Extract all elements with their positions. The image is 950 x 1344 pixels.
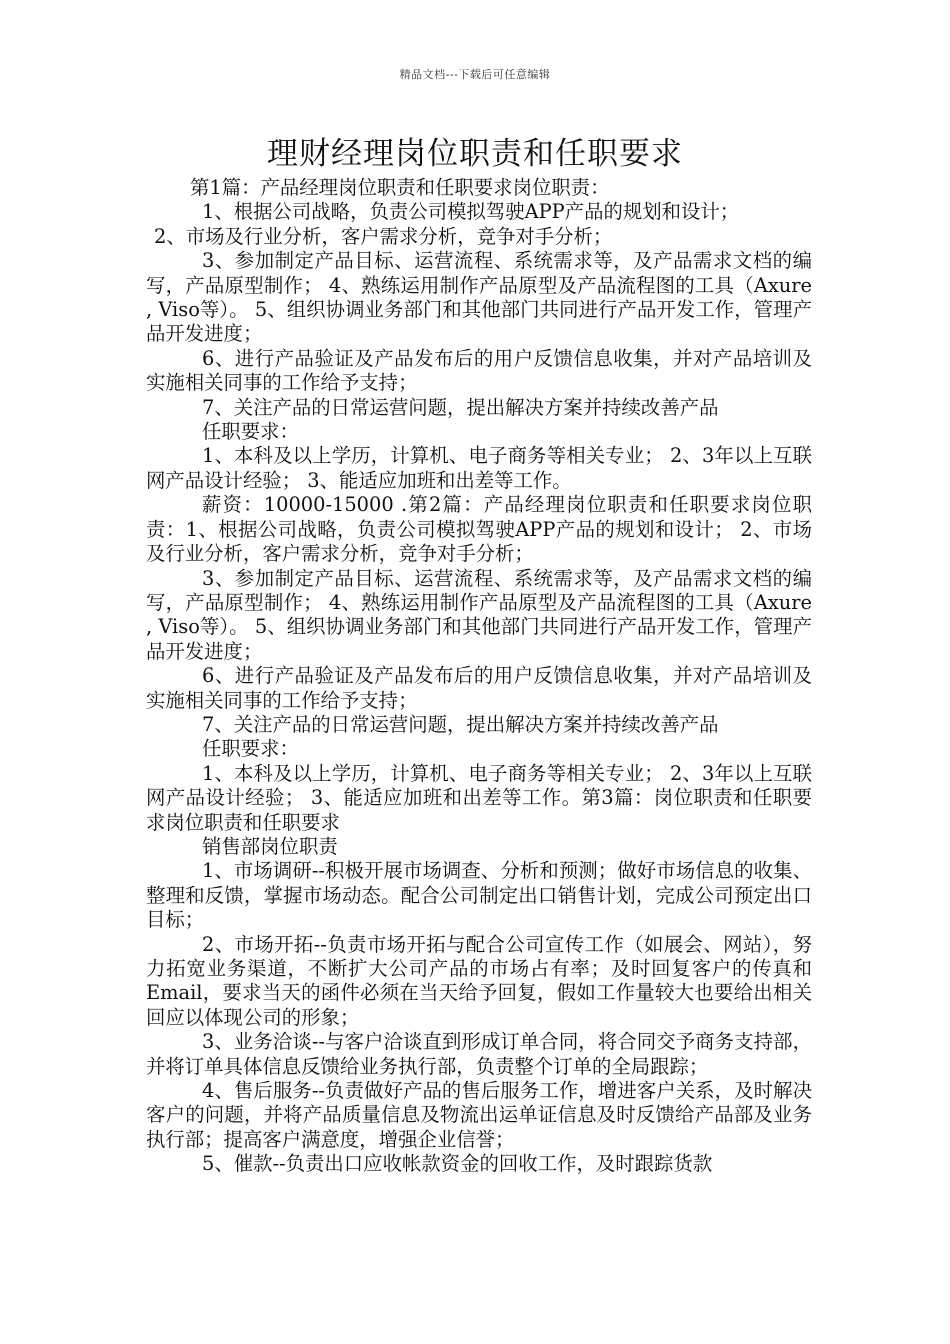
paragraph: 任职要求：: [202, 420, 299, 444]
paragraph: 7、关注产品的日常运营问题，提出解决方案并持续改善产品: [202, 395, 719, 419]
paragraph: 任职要求：: [202, 737, 299, 761]
paragraph: 3、参加制定产品目标、运营流程、系统需求等，及产品需求文档的编写，产品原型制作； 4、熟练运用制作产品原型及产品流程图的工具（Axure , Viso等）。 5、组织协调业务部门和其他部门共同进行产品开发工作，管理产品开发进度；: [146, 566, 812, 663]
paragraph: 第1篇：产品经理岗位职责和任职要求岗位职责：: [190, 176, 610, 199]
paragraph: 1、市场调研--积极开展市场调查、分析和预测；做好市场信息的收集、整理和反馈，掌握市场动态。配合公司制定出口销售计划，完成公司预定出口目标；: [146, 859, 812, 932]
paragraph: 薪资：10000-15000 .第2篇：产品经理岗位职责和任职要求岗位职责：1、根据公司战略，负责公司模拟驾驶APP产品的规划和设计； 2、市场及行业分析，客户需求分析，竞争对手分析；: [146, 493, 812, 566]
document-body: [146, 176, 812, 1177]
paragraph: 6、进行产品验证及产品发布后的用户反馈信息收集，并对产品培训及实施相关同事的工作给予支持；: [146, 346, 812, 395]
paragraph: 3、业务洽谈--与客户洽谈直到形成订单合同，将合同交予商务支持部，并将订单具体信息反馈给业务执行部，负责整个订单的全局跟踪；: [146, 1030, 812, 1078]
paragraph: 1、本科及以上学历，计算机、电子商务等相关专业； 2、3年以上互联网产品设计经验； 3、能适应加班和出差等工作。: [146, 444, 812, 492]
paragraph: 2、市场及行业分析，客户需求分析，竞争对手分析；: [154, 224, 613, 248]
paragraph: 销售部岗位职责: [202, 834, 338, 858]
paragraph: 7、关注产品的日常运营问题，提出解决方案并持续改善产品: [202, 712, 719, 736]
document-title: 理财经理岗位职责和任职要求: [267, 136, 683, 172]
paragraph: 1、根据公司战略，负责公司模拟驾驶APP产品的规划和设计；: [202, 200, 740, 224]
page-header: 精品文档---下载后可任意编辑: [399, 68, 551, 81]
paragraph: 4、售后服务--负责做好产品的售后服务工作，增进客户关系，及时解决客户的问题，并将产品质量信息及物流出运单证信息及时反馈给产品部及业务执行部；提高客户满意度，增强企业信誉；: [146, 1079, 812, 1151]
paragraph: 5、催款--负责出口应收帐款资金的回收工作，及时跟踪货款: [202, 1152, 713, 1176]
paragraph: 3、参加制定产品目标、运营流程、系统需求等，及产品需求文档的编写，产品原型制作； 4、熟练运用制作产品原型及产品流程图的工具（Axure , Viso等）。 5、组织协调业务部门和其他部门共同进行产品开发工作，管理产品开发进度；: [146, 249, 812, 346]
paragraph: 2、市场开拓--负责市场开拓与配合公司宣传工作（如展会、网站），努力拓宽业务渠道，不断扩大公司产品的市场占有率；及时回复客户的传真和Email，要求当天的函件必须在当天给予回复，假如工作量较大也要给出相关回应以体现公司的形象；: [146, 932, 812, 1029]
paragraph: 6、进行产品验证及产品发布后的用户反馈信息收集，并对产品培训及实施相关同事的工作给予支持；: [146, 664, 812, 712]
paragraph: 1、本科及以上学历，计算机、电子商务等相关专业； 2、3年以上互联网产品设计经验； 3、能适应加班和出差等工作。第3篇：岗位职责和任职要求岗位职责和任职要求: [146, 761, 812, 834]
